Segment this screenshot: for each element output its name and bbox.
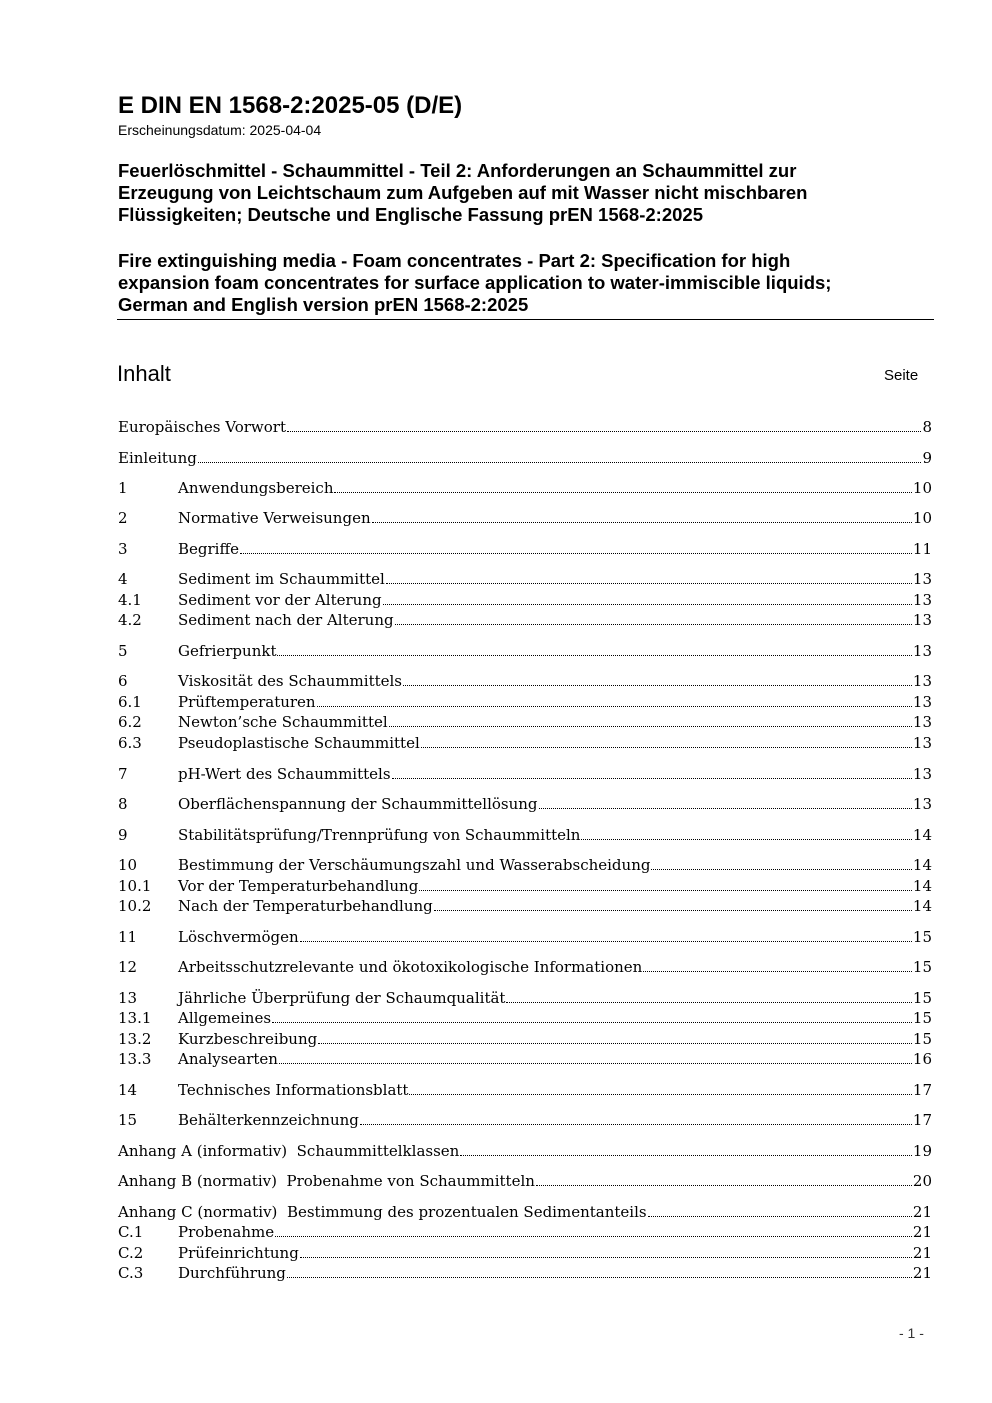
- toc-entry-number: 10: [118, 856, 138, 874]
- toc-entry-title: Jährliche Überprüfung der Schaumqualität: [178, 989, 506, 1007]
- title-german-line: Erzeugung von Leichtschaum zum Aufgeben auf mit Wasser nicht mischbaren: [118, 182, 808, 203]
- toc-entry[interactable]: [118, 1222, 932, 1242]
- toc-entry[interactable]: [118, 733, 932, 753]
- toc-entry-page: 13: [912, 765, 932, 783]
- toc-entry-title: Löschvermögen: [178, 928, 299, 946]
- toc-entry-page: 17: [912, 1111, 932, 1129]
- toc-entry-title: Pseudoplastische Schaummittel: [178, 734, 420, 752]
- toc-entry-number: C.3: [118, 1264, 144, 1282]
- toc-entry[interactable]: [118, 927, 932, 947]
- toc-entry[interactable]: [118, 1029, 932, 1049]
- toc-entry-number: 2: [118, 509, 128, 527]
- publication-date: Erscheinungsdatum: 2025-04-04: [118, 122, 322, 138]
- toc-entry[interactable]: [118, 825, 932, 845]
- toc-entry-title: Allgemeines: [178, 1009, 272, 1027]
- toc-dot-leader: [272, 1022, 912, 1023]
- toc-entry-title: Bestimmung der Verschäumungszahl und Wasserabscheidung: [178, 856, 651, 874]
- title-german: [118, 160, 934, 226]
- toc-dot-leader: [392, 778, 912, 779]
- toc-dot-leader: [275, 1236, 912, 1237]
- toc-dot-leader: [651, 869, 911, 870]
- toc-entry-page: 14: [912, 826, 932, 844]
- toc-entry[interactable]: [118, 988, 932, 1008]
- toc-entry-number: 12: [118, 958, 138, 976]
- toc-entry-number: 10.1: [118, 877, 152, 895]
- toc-entry-number: 10.2: [118, 897, 152, 915]
- toc-dot-leader: [389, 726, 912, 727]
- toc-dot-leader: [395, 624, 912, 625]
- toc-entry-title: Sediment nach der Alterung: [178, 611, 394, 629]
- toc-entry-page: 13: [912, 795, 932, 813]
- toc-dot-leader: [643, 971, 912, 972]
- toc-entry-page: 13: [912, 570, 932, 588]
- toc-dot-leader: [372, 522, 912, 523]
- toc-entry-title: pH-Wert des Schaummittels: [178, 765, 391, 783]
- toc-entry-number: 3: [118, 540, 128, 558]
- toc-entry-number: 4: [118, 570, 128, 588]
- title-german-line: Flüssigkeiten; Deutsche und Englische Fassung prEN 1568-2:2025: [118, 204, 703, 225]
- toc-entry-page: 14: [912, 877, 932, 895]
- toc-entry-number: 13.3: [118, 1050, 152, 1068]
- toc-entry[interactable]: [118, 794, 932, 814]
- toc-entry-page: 14: [912, 856, 932, 874]
- toc-entry[interactable]: [118, 1008, 932, 1028]
- toc-entry-number: 13: [118, 989, 138, 1007]
- toc-entry[interactable]: [118, 671, 932, 691]
- toc-entry[interactable]: [118, 876, 932, 896]
- toc-dot-leader: [419, 890, 912, 891]
- toc-dot-leader: [648, 1216, 912, 1217]
- toc-entry[interactable]: [118, 539, 932, 559]
- toc-entry-title: Viskosität des Schaummittels: [178, 672, 403, 690]
- toc-entry-title: Begriffe: [178, 540, 240, 558]
- toc-entry-page: 8: [922, 418, 932, 436]
- toc-page-label: Seite: [884, 367, 919, 384]
- toc-dot-leader: [403, 685, 912, 686]
- toc-dot-leader: [287, 431, 921, 432]
- toc-entry-title: Anhang B (normativ) Probenahme von Schaummitteln: [118, 1172, 535, 1190]
- toc-dot-leader: [277, 655, 911, 656]
- toc-entry[interactable]: [118, 1110, 932, 1130]
- toc-dot-leader: [539, 808, 912, 809]
- toc-dot-leader: [386, 583, 912, 584]
- toc-entry[interactable]: [118, 1171, 932, 1191]
- toc-entry-number: 5: [118, 642, 128, 660]
- toc-entry-title: Stabilitätsprüfung/Trennprüfung von Schaummitteln: [178, 826, 581, 844]
- toc-entry-title: Normative Verweisungen: [178, 509, 371, 527]
- toc-entry[interactable]: [118, 1263, 932, 1283]
- toc-entry-page: 13: [912, 713, 932, 731]
- toc-entry-title: Oberflächenspannung der Schaummittellösung: [178, 795, 538, 813]
- toc-entry-page: 16: [912, 1050, 932, 1068]
- toc-dot-leader: [536, 1185, 912, 1186]
- title-english-line: expansion foam concentrates for surface application to water-immiscible liquids;: [118, 272, 832, 293]
- toc-entry[interactable]: [118, 448, 932, 468]
- title-english-line: Fire extinguishing media - Foam concentrates - Part 2: Specification for high: [118, 250, 791, 271]
- toc-entry-number: 6.2: [118, 713, 142, 731]
- toc-entry-title: Nach der Temperaturbehandlung: [178, 897, 433, 915]
- toc-entry[interactable]: [118, 1202, 932, 1222]
- title-english: [118, 250, 934, 316]
- title-divider: [117, 319, 934, 320]
- toc-entry-number: 14: [118, 1081, 138, 1099]
- page-number: - 1 -: [899, 1325, 924, 1341]
- toc-entry-title: Kurzbeschreibung: [178, 1030, 318, 1048]
- toc-entry-number: 11: [118, 928, 138, 946]
- toc-entry-page: 13: [912, 642, 932, 660]
- toc-entry-page: 17: [912, 1081, 932, 1099]
- toc-entry-page: 10: [912, 479, 932, 497]
- toc-entry-page: 13: [912, 672, 932, 690]
- toc-dot-leader: [287, 1277, 912, 1278]
- toc-entry-title: Einleitung: [118, 449, 197, 467]
- toc-entry-title: Vor der Temperaturbehandlung: [178, 877, 419, 895]
- toc-entry-page: 21: [912, 1223, 932, 1241]
- toc-entry-number: C.1: [118, 1223, 144, 1241]
- toc-dot-leader: [434, 910, 912, 911]
- toc-dot-leader: [409, 1094, 911, 1095]
- toc-entry-page: 14: [912, 897, 932, 915]
- toc-entry[interactable]: [118, 712, 932, 732]
- toc-entry[interactable]: [118, 1080, 932, 1100]
- toc-entry-number: 4.2: [118, 611, 142, 629]
- toc-entry[interactable]: [118, 508, 932, 528]
- toc-entry-page: 15: [912, 1030, 932, 1048]
- toc-entry-title: Gefrierpunkt: [178, 642, 277, 660]
- toc-entry-page: 15: [912, 928, 932, 946]
- toc-entry-page: 13: [912, 591, 932, 609]
- toc-entry-page: 11: [912, 540, 932, 558]
- toc-entry[interactable]: [118, 957, 932, 977]
- toc-dot-leader: [421, 747, 912, 748]
- toc-entry[interactable]: [118, 764, 932, 784]
- toc-entry[interactable]: [118, 692, 932, 712]
- toc-dot-leader: [460, 1155, 912, 1156]
- toc-dot-leader: [318, 1043, 912, 1044]
- toc-heading: Inhalt: [117, 361, 171, 386]
- toc-entry-title: Anhang C (normativ) Bestimmung des prozentualen Sedimentanteils: [118, 1203, 647, 1221]
- toc-entry-number: C.2: [118, 1244, 144, 1262]
- toc-entry[interactable]: [118, 590, 932, 610]
- toc-entry-page: 21: [912, 1264, 932, 1282]
- toc-dot-leader: [317, 706, 912, 707]
- toc-dot-leader: [360, 1124, 912, 1125]
- toc-entry-page: 13: [912, 693, 932, 711]
- toc-entry-number: 1: [118, 479, 128, 497]
- toc-entry-page: 9: [922, 449, 932, 467]
- toc-entry[interactable]: [118, 1243, 932, 1263]
- toc-dot-leader: [198, 462, 922, 463]
- toc-dot-leader: [279, 1063, 912, 1064]
- toc-dot-leader: [506, 1002, 911, 1003]
- toc-entry-title: Durchführung: [178, 1264, 286, 1282]
- toc-entry-number: 6.1: [118, 693, 142, 711]
- toc-entry[interactable]: [118, 1141, 932, 1161]
- toc-entry-title: Prüftemperaturen: [178, 693, 316, 711]
- toc-entry-title: Newton’sche Schaummittel: [178, 713, 388, 731]
- toc-entry-number: 4.1: [118, 591, 142, 609]
- toc-entry[interactable]: [118, 1049, 932, 1069]
- toc-entry-title: Technisches Informationsblatt: [178, 1081, 409, 1099]
- toc-entry-page: 19: [912, 1142, 932, 1160]
- document-id: E DIN EN 1568-2:2025-05 (D/E): [118, 92, 463, 119]
- toc-entry-page: 13: [912, 734, 932, 752]
- toc-entry-title: Analysearten: [178, 1050, 278, 1068]
- toc-entry-title: Probenahme: [178, 1223, 275, 1241]
- toc-entry[interactable]: [118, 417, 932, 437]
- toc-entry-page: 15: [912, 1009, 932, 1027]
- toc-entry[interactable]: [118, 478, 932, 498]
- toc-entry-title: Prüfeinrichtung: [178, 1244, 299, 1262]
- toc-entry[interactable]: [118, 569, 932, 589]
- toc-entry-number: 8: [118, 795, 128, 813]
- toc-entry-page: 20: [912, 1172, 932, 1190]
- toc-entry-page: 13: [912, 611, 932, 629]
- toc-entry[interactable]: [118, 855, 932, 875]
- toc-entry-number: 6.3: [118, 734, 142, 752]
- toc-dot-leader: [581, 839, 911, 840]
- toc-entry-page: 10: [912, 509, 932, 527]
- toc-dot-leader: [300, 1257, 912, 1258]
- toc-entry-title: Sediment vor der Alterung: [178, 591, 382, 609]
- toc-dot-leader: [334, 492, 911, 493]
- toc-entry-title: Anhang A (informativ) Schaummittelklassen: [118, 1142, 460, 1160]
- toc-entry[interactable]: [118, 641, 932, 661]
- toc-entry-number: 7: [118, 765, 128, 783]
- title-german-line: Feuerlöschmittel - Schaummittel - Teil 2: Anforderungen an Schaummittel zur: [118, 160, 797, 181]
- title-english-line: German and English version prEN 1568-2:2025: [118, 294, 529, 315]
- toc-entry[interactable]: [118, 896, 932, 916]
- toc-entry-title: Europäisches Vorwort: [118, 418, 286, 436]
- toc-entry-title: Sediment im Schaummittel: [178, 570, 385, 588]
- toc-entry-page: 15: [912, 989, 932, 1007]
- toc-entry-number: 15: [118, 1111, 138, 1129]
- toc-entry-number: 13.2: [118, 1030, 152, 1048]
- toc-entry-title: Anwendungsbereich: [178, 479, 334, 497]
- toc-entry-page: 21: [912, 1244, 932, 1262]
- toc-entry-number: 9: [118, 826, 128, 844]
- toc-entry-number: 13.1: [118, 1009, 152, 1027]
- toc-entry-number: 6: [118, 672, 128, 690]
- toc-dot-leader: [383, 604, 912, 605]
- toc-entry-title: Arbeitsschutzrelevante und ökotoxikologische Informationen: [178, 958, 643, 976]
- toc-entry-page: 21: [912, 1203, 932, 1221]
- toc-dot-leader: [240, 553, 912, 554]
- toc-entry-page: 15: [912, 958, 932, 976]
- toc-entry[interactable]: [118, 610, 932, 630]
- toc-entry-title: Behälterkennzeichnung: [178, 1111, 359, 1129]
- toc-dot-leader: [300, 941, 912, 942]
